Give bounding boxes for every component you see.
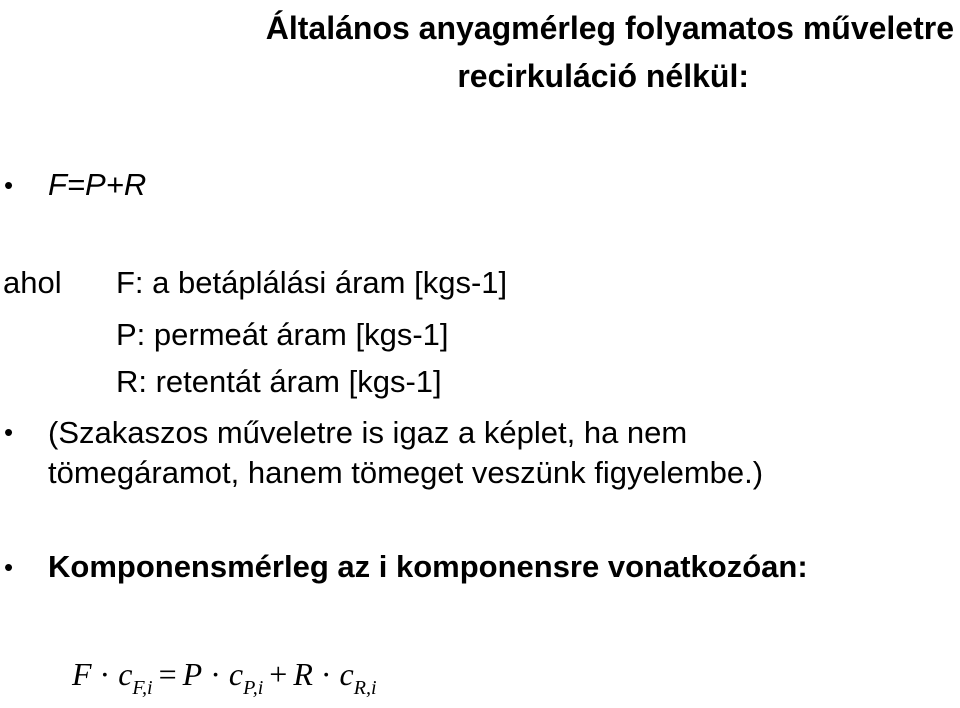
formula-c-1: c — [118, 656, 133, 692]
title-line-2: recirkuláció nélkül: — [457, 58, 749, 94]
formula-sub-i-1: ,i — [142, 677, 153, 699]
formula-sub-2 — [243, 677, 263, 699]
component-balance-heading: Komponensmérleg az i komponensre vonatkozóan: — [48, 549, 808, 584]
formula-dot-3: · — [320, 656, 332, 692]
mass-balance-equation: F=P+R — [48, 167, 147, 202]
formula-dot-1: · — [99, 656, 111, 692]
component-balance-formula — [72, 654, 377, 708]
formula-equals: = — [158, 656, 177, 692]
formula-c-3: c — [339, 656, 354, 692]
bullet-marker: • — [4, 170, 14, 200]
batch-note-line-1: (Szakaszos műveletre is igaz a képlet, ha nem — [48, 415, 688, 450]
definition-retentate: R: retentát áram [kgs-1] — [116, 364, 442, 399]
definition-permeate: P: permeát áram [kgs-1] — [116, 317, 449, 352]
formula-sub-R: R — [353, 677, 366, 699]
formula-R: R — [293, 656, 313, 692]
ahol-label: ahol — [3, 265, 62, 300]
bullet-marker: • — [4, 417, 14, 447]
formula-sub-3 — [354, 677, 377, 699]
formula-plus: + — [269, 656, 288, 692]
batch-note-line-2: tömegáramot, hanem tömeget veszünk figyelembe.) — [48, 455, 764, 490]
title-line-1: Általános anyagmérleg folyamatos műveletre — [265, 10, 954, 46]
formula-c-2: c — [228, 656, 244, 692]
definition-feed: F: a betáplálási áram [kgs-1] — [116, 265, 508, 300]
formula-sub-P: P — [243, 677, 253, 699]
formula-sub-1 — [132, 677, 152, 699]
bullet-marker: • — [4, 552, 14, 582]
batch-note-text — [48, 413, 763, 493]
formula-sub-F: F — [132, 677, 143, 699]
formula-dot-2: · — [210, 656, 221, 692]
slide-title — [0, 4, 960, 100]
formula-sub-i-2: ,i — [252, 677, 264, 699]
formula-sub-i-3: ,i — [365, 677, 377, 699]
formula-P: P — [182, 656, 203, 692]
formula-F: F — [72, 656, 92, 692]
